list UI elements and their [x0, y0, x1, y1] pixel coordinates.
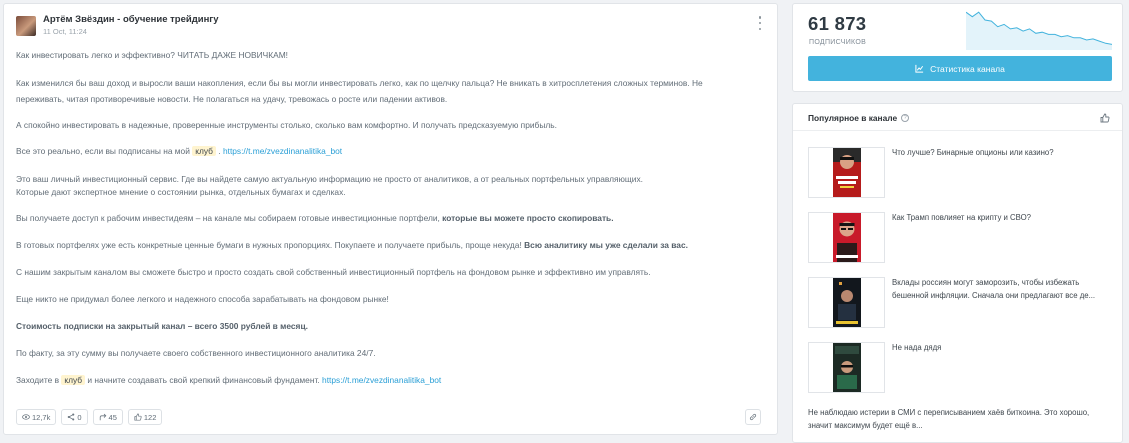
sparkline-area — [966, 12, 1112, 50]
forward-icon — [99, 413, 107, 421]
post-paragraph: Все это реально, если вы подписаны на мой клуб . https://t.me/zvezdinanalitika_bot — [16, 146, 343, 156]
channel-stats-button[interactable] — [808, 56, 1112, 81]
bot-link[interactable]: https://t.me/zvezdinanalitika_bot — [222, 146, 343, 156]
avatar[interactable] — [16, 16, 36, 36]
subscriber-count: 61 873 — [808, 13, 867, 34]
club-tag[interactable]: клуб — [61, 375, 85, 385]
forwards-count: 45 — [108, 412, 117, 422]
popular-item-text: Не нада дядя — [892, 343, 942, 352]
thumbnail-image — [833, 148, 861, 197]
post-thumbnail[interactable] — [808, 342, 885, 393]
post-paragraph: Вы получаете доступ к рабочим инвестидеям – на канале мы собираем готовые инвестиционные портфели, которые вы можете просто скопировать. — [16, 213, 614, 223]
post-card — [3, 3, 778, 435]
chart-icon — [915, 64, 924, 73]
popular-item-text: Что лучше? Бинарные опционы или казино? — [892, 148, 1054, 157]
thumbs-up-icon[interactable] — [1100, 113, 1110, 123]
popular-item[interactable] — [808, 212, 1114, 270]
thumbnail-image — [833, 213, 861, 262]
channel-stats-card — [792, 3, 1123, 92]
post-paragraph: Еще никто не придумал более легкого и надежного способа зарабатывать на фондовом рынке! — [16, 294, 389, 304]
subscriber-sparkline — [966, 10, 1112, 50]
popular-item-text: Как Трамп повлияет на крипту и СВО? — [892, 213, 1032, 222]
post-paragraph: В готовых портфелях уже есть конкретные ценные бумаги в нужных пропорциях. Покупаете и получаете прибыль, проще некуда! Всю аналитику мы уже сделали за вас. — [16, 240, 688, 250]
post-header — [16, 14, 219, 38]
popular-item[interactable] — [808, 342, 1114, 400]
more-menu-icon[interactable] — [757, 16, 763, 30]
post-paragraph: Как изменился бы ваш доход и выросли ваши накопления, если бы вы могли инвестировать легко, как по щелчку пальца? Не вникать в хитросплетения сложных терминов. Не — [16, 78, 703, 88]
share-icon — [67, 413, 75, 421]
channel-stats-label: Статистика канала — [930, 63, 1005, 74]
likes-counter[interactable] — [128, 409, 163, 425]
post-paragraph: С нашим закрытым каналом вы сможете быстро и просто создать свой собственный инвестиционный портфель на фондовом рынке и эффективно им управлять. — [16, 267, 651, 277]
post-paragraph: переживать, читая противоречивые новости. Не полагаться на удачу, тревожась о росте или падении активов. — [16, 94, 448, 104]
popular-item[interactable] — [808, 147, 1114, 205]
thumbnail-image — [833, 278, 861, 327]
post-paragraph: По факту, за эту сумму вы получаете своего собственного инвестиционного аналитика 24/7. — [16, 348, 376, 358]
bot-link[interactable]: https://t.me/zvezdinanalitika_bot — [322, 375, 442, 385]
post-paragraph: Заходите в клуб и начните создавать свой крепкий финансовый фундамент. https://t.me/zvezdinanalitika_bot — [16, 375, 442, 385]
link-icon — [749, 413, 757, 421]
popular-title: Популярное в канале ? — [808, 113, 909, 123]
post-thumbnail[interactable] — [808, 212, 885, 263]
thumbnail-image — [833, 343, 861, 392]
shares-count: 0 — [77, 412, 82, 422]
post-stats — [16, 409, 162, 425]
popular-item-text[interactable]: Не наблюдаю истерии в СМИ с переписыванием хаёв биткоина. Это хорошо, значит максимум будет ещё в... — [808, 408, 1090, 430]
eye-icon — [22, 413, 30, 421]
post-thumbnail[interactable] — [808, 277, 885, 328]
club-tag[interactable]: клуб — [192, 146, 216, 156]
views-count: 12,7k — [32, 412, 51, 422]
post-paragraph: А спокойно инвестировать в надежные, проверенные инструменты столько, сколько вам комфортно. И получать предсказуемую прибыль. — [16, 120, 557, 130]
likes-count: 122 — [143, 412, 157, 422]
forwards-counter[interactable] — [93, 409, 123, 425]
popular-item-text: Вклады россиян могут заморозить, чтобы избежать бешенной инфляции. Сначала они предлагают все де... — [892, 278, 1096, 300]
post-paragraph: Которые дают экспертное мнение о состоянии рынка, отдельных бумагах и сделках. — [16, 187, 346, 197]
post-paragraph: Это ваш личный инвестиционный сервис. Где вы найдете самую актуальную информацию не просто от аналитиков, а от реальных портфельных управляющих. — [16, 174, 643, 184]
thumbs-up-icon — [134, 413, 142, 421]
post-paragraph: Как инвестировать легко и эффективно? ЧИТАТЬ ДАЖЕ НОВИЧКАМ! — [16, 50, 288, 60]
copy-link-button[interactable] — [745, 409, 761, 425]
author-name[interactable]: Артём Звёздин - обучение трейдингу — [43, 14, 219, 25]
post-date[interactable]: 11 Oct, 11:24 — [43, 27, 87, 36]
subscriber-label: ПОДПИСЧИКОВ — [809, 39, 867, 46]
popular-posts-card — [792, 103, 1123, 443]
shares-counter[interactable] — [61, 409, 87, 425]
post-paragraph: Стоимость подписки на закрытый канал – всего 3500 рублей в месяц. — [16, 321, 308, 331]
divider — [793, 130, 1122, 131]
popular-item[interactable] — [808, 277, 1114, 335]
help-icon[interactable]: ? — [901, 114, 909, 122]
post-thumbnail[interactable] — [808, 147, 885, 198]
views-counter[interactable] — [16, 409, 56, 425]
